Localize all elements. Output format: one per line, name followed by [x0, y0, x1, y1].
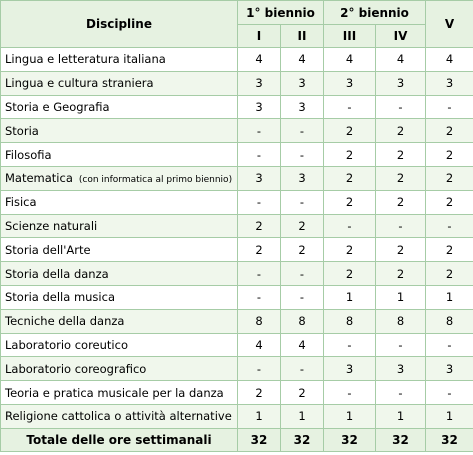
hours-cell: 3 — [376, 357, 426, 381]
hours-cell: - — [238, 357, 281, 381]
discipline-name: Matematica — [5, 171, 73, 186]
header-biennio-1: 1° biennio — [238, 1, 324, 25]
total-value: 32 — [426, 428, 473, 451]
hours-cell: 2 — [426, 143, 473, 167]
total-value: 32 — [238, 428, 281, 451]
hours-cell: - — [281, 143, 324, 167]
hours-cell: 1 — [324, 285, 376, 309]
discipline-name: Tecniche della danza — [5, 314, 125, 329]
discipline-cell — [1, 285, 238, 309]
hours-cell: - — [324, 95, 376, 119]
hours-cell: 2 — [324, 190, 376, 214]
discipline-name: Storia della musica — [5, 290, 115, 305]
hours-cell: 4 — [238, 48, 281, 72]
hours-cell: 2 — [376, 190, 426, 214]
hours-cell: - — [426, 95, 473, 119]
hours-cell: 2 — [324, 119, 376, 143]
discipline-cell — [1, 309, 238, 333]
discipline-cell — [1, 214, 238, 238]
hours-cell: 2 — [238, 381, 281, 405]
hours-cell: 3 — [376, 71, 426, 95]
discipline-cell — [1, 238, 238, 262]
total-row — [1, 428, 473, 451]
hours-cell: - — [324, 214, 376, 238]
hours-cell: 2 — [376, 166, 426, 190]
hours-cell: 3 — [281, 166, 324, 190]
hours-cell: 2 — [426, 166, 473, 190]
hours-cell: 8 — [324, 309, 376, 333]
table-row — [1, 48, 473, 72]
hours-cell: 3 — [426, 357, 473, 381]
table-row — [1, 381, 473, 405]
hours-cell: 4 — [376, 48, 426, 72]
hours-cell: 8 — [426, 309, 473, 333]
discipline-name: Fisica — [5, 195, 37, 210]
discipline-cell — [1, 71, 238, 95]
discipline-cell — [1, 404, 238, 428]
hours-cell: 3 — [324, 357, 376, 381]
discipline-cell — [1, 143, 238, 167]
table-row — [1, 333, 473, 357]
hours-cell: 2 — [324, 262, 376, 286]
hours-cell: - — [281, 262, 324, 286]
hours-cell: 2 — [426, 262, 473, 286]
hours-cell: 3 — [281, 95, 324, 119]
hours-cell: 3 — [238, 166, 281, 190]
hours-cell: 2 — [238, 214, 281, 238]
table-row — [1, 190, 473, 214]
hours-cell: 4 — [238, 333, 281, 357]
hours-cell: - — [281, 119, 324, 143]
header-year-4: IV — [376, 25, 426, 48]
hours-cell: 2 — [376, 238, 426, 262]
hours-cell: - — [324, 381, 376, 405]
hours-cell: 2 — [376, 119, 426, 143]
table-row — [1, 166, 473, 190]
discipline-name: Storia — [5, 123, 39, 138]
discipline-cell — [1, 48, 238, 72]
total-label: Totale delle ore settimanali — [1, 428, 238, 451]
hours-cell: - — [238, 119, 281, 143]
discipline-name: Scienze naturali — [5, 218, 98, 233]
hours-cell: - — [376, 333, 426, 357]
discipline-cell — [1, 262, 238, 286]
table-row — [1, 214, 473, 238]
table-row — [1, 285, 473, 309]
discipline-cell — [1, 95, 238, 119]
hours-cell: 8 — [281, 309, 324, 333]
table-row — [1, 262, 473, 286]
total-value: 32 — [376, 428, 426, 451]
total-value: 32 — [324, 428, 376, 451]
hours-cell: 2 — [376, 143, 426, 167]
hours-cell: 1 — [324, 404, 376, 428]
hours-cell: - — [281, 190, 324, 214]
hours-cell: 2 — [376, 262, 426, 286]
hours-cell: 2 — [426, 238, 473, 262]
table-row — [1, 357, 473, 381]
total-value: 32 — [281, 428, 324, 451]
hours-cell: 4 — [426, 48, 473, 72]
hours-cell: 1 — [376, 285, 426, 309]
hours-cell: 3 — [281, 71, 324, 95]
header-discipline: Discipline — [1, 1, 238, 48]
hours-cell: 2 — [324, 143, 376, 167]
hours-cell: 1 — [281, 404, 324, 428]
hours-cell: - — [376, 95, 426, 119]
hours-cell: 3 — [238, 95, 281, 119]
table-footer — [1, 428, 473, 451]
hours-cell: 1 — [238, 404, 281, 428]
table-row — [1, 119, 473, 143]
table-row — [1, 238, 473, 262]
table-row — [1, 404, 473, 428]
hours-cell: 3 — [426, 71, 473, 95]
table-header — [1, 1, 473, 48]
hours-cell: - — [281, 285, 324, 309]
hours-cell: 8 — [376, 309, 426, 333]
hours-cell: 1 — [376, 404, 426, 428]
header-year-5: V — [426, 1, 473, 48]
discipline-name: Storia e Geografia — [5, 99, 110, 114]
hours-cell: 1 — [426, 285, 473, 309]
hours-cell: 4 — [281, 333, 324, 357]
header-biennio-2: 2° biennio — [324, 1, 426, 25]
hours-cell: - — [376, 381, 426, 405]
table-row — [1, 95, 473, 119]
hours-cell: 3 — [324, 71, 376, 95]
header-year-3: III — [324, 25, 376, 48]
table-row — [1, 143, 473, 167]
discipline-cell — [1, 166, 238, 190]
table-row — [1, 71, 473, 95]
discipline-name: Storia della danza — [5, 266, 109, 281]
hours-cell: 2 — [426, 119, 473, 143]
table-row — [1, 309, 473, 333]
discipline-name: Storia dell'Arte — [5, 242, 91, 257]
hours-cell: - — [238, 143, 281, 167]
hours-cell: 2 — [238, 238, 281, 262]
hours-cell: 2 — [324, 166, 376, 190]
hours-cell: - — [376, 214, 426, 238]
discipline-name: Religione cattolica o attività alternative — [5, 409, 232, 424]
discipline-cell — [1, 381, 238, 405]
hours-cell: - — [238, 190, 281, 214]
header-year-2: II — [281, 25, 324, 48]
hours-cell: - — [426, 333, 473, 357]
hours-cell: 2 — [281, 238, 324, 262]
hours-cell: 4 — [281, 48, 324, 72]
hours-cell: 4 — [324, 48, 376, 72]
hours-cell: - — [238, 285, 281, 309]
hours-cell: 3 — [238, 71, 281, 95]
discipline-name: Lingua e cultura straniera — [5, 76, 154, 91]
discipline-cell — [1, 190, 238, 214]
hours-cell: - — [238, 262, 281, 286]
discipline-cell — [1, 333, 238, 357]
table-body — [1, 48, 473, 429]
header-year-1: I — [238, 25, 281, 48]
hours-cell: 2 — [426, 190, 473, 214]
hours-cell: 2 — [324, 238, 376, 262]
hours-cell: 1 — [426, 404, 473, 428]
hours-cell: 2 — [281, 214, 324, 238]
discipline-name: Lingua e letteratura italiana — [5, 52, 166, 67]
discipline-name: Filosofia — [5, 147, 52, 162]
discipline-name: Laboratorio coreutico — [5, 337, 128, 352]
hours-cell: - — [426, 381, 473, 405]
hours-cell: - — [426, 214, 473, 238]
discipline-name: Laboratorio coreografico — [5, 361, 147, 376]
discipline-cell — [1, 119, 238, 143]
discipline-cell — [1, 357, 238, 381]
hours-cell: 2 — [281, 381, 324, 405]
discipline-name: Teoria e pratica musicale per la danza — [5, 385, 224, 400]
hours-cell: - — [281, 357, 324, 381]
hours-cell: - — [324, 333, 376, 357]
hours-cell: 8 — [238, 309, 281, 333]
discipline-note: (con informatica al primo biennio) — [78, 175, 233, 186]
